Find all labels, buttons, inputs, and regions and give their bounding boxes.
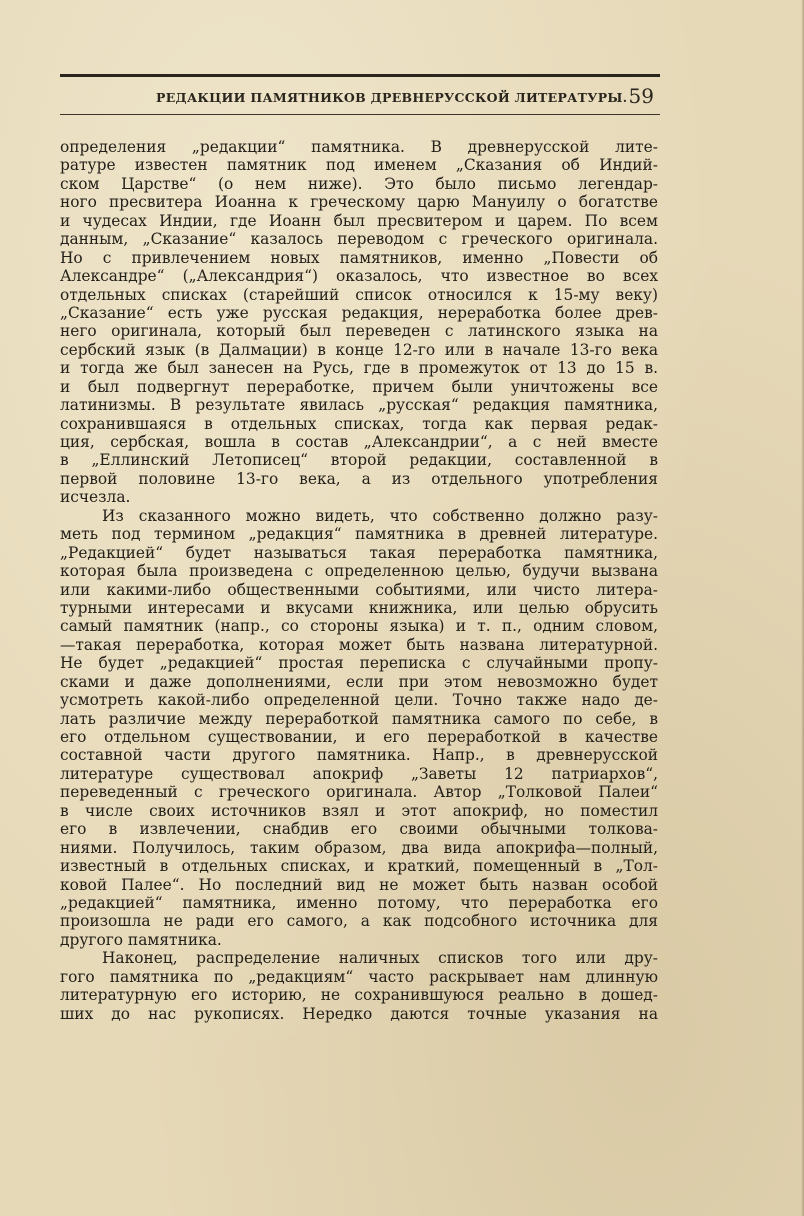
text-line: ного пресвитера Иоанна к греческому царю Мануилу о богатстве <box>60 193 658 212</box>
text-line: его в извлечении, снабдив его своими обычными толкова- <box>60 820 658 839</box>
text-line: сками и даже дополнениями, если при этом невозможно будет <box>60 672 658 691</box>
text-line: Наконец, распределение наличных списков того или дру- <box>102 949 658 968</box>
text-line: „Редакцией“ будет называться такая переработка памятника, <box>60 543 658 562</box>
header-top-rule <box>60 74 660 77</box>
text-line: самый памятник (напр., со стороны языка) и т. п., одним словом, <box>60 617 658 636</box>
page-number: 59 <box>628 84 654 108</box>
text-line: первой половине 13-го века, а из отдельного употребления <box>60 469 658 488</box>
text-line: „редакцией“ памятника, именно потому, что переработка его <box>60 893 658 912</box>
text-line: него оригинала, который был переведен с латинского языка на <box>60 322 658 341</box>
text-line: сербский язык (в Далмации) в конце 12-го или в начале 13-го века <box>60 340 658 359</box>
text-line: или какими-либо общественными событиями, или чисто литера- <box>60 580 658 599</box>
text-line: латинизмы. В результате явилась „русская“ редакция памятника, <box>60 396 658 415</box>
text-line: определения „редакции“ памятника. В древнерусской лите- <box>60 138 658 156</box>
text-line: ниями. Получилось, таким образом, два вида апокрифа—полный, <box>60 838 658 857</box>
text-line: его отдельном существовании, и его переработкой в качестве <box>60 728 658 746</box>
text-line: турными интересами и вкусами книжника, или целью обрусить <box>60 598 658 617</box>
text-line: в числе своих источников взял и этот апокриф, но поместил <box>60 801 658 820</box>
text-line: другого памятника. <box>60 930 222 949</box>
body-text <box>60 138 658 1023</box>
text-line: в „Еллинский Летописец“ второй редакции, составленной в <box>60 451 658 470</box>
text-line: известный в отдельных списках, и краткий, помещенный в „Тол- <box>60 857 658 876</box>
text-line: литературную его историю, не сохранившуюся реально в дошед- <box>60 986 658 1005</box>
text-line: ция, сербская, вошла в состав „Александрии“, а с ней вместе <box>60 433 658 451</box>
text-line: Из сказанного можно видеть, что собственно должно разу- <box>102 506 658 525</box>
text-line: усмотреть какой-либо определенной цели. Точно также надо де- <box>60 691 658 710</box>
text-line: меть под термином „редакция“ памятника в древней литературе. <box>60 525 658 544</box>
text-line: —такая переработка, которая может быть названа литературной. <box>60 635 658 654</box>
text-line: которая была произведена с определенною целью, будучи вызвана <box>60 562 658 581</box>
text-line: сохранившаяся в отдельных списках, тогда как первая редак- <box>60 414 658 433</box>
text-line: данным, „Сказание“ казалось переводом с греческого оригинала. <box>60 230 658 249</box>
text-line: и тогда же был занесен на Русь, где в промежуток от 13 до 15 в. <box>60 359 658 378</box>
text-line: Александре“ („Александрия“) оказалось, что известное во всех <box>60 267 658 286</box>
text-line: и чудесах Индии, где Иоанн был пресвитером и царем. По всем <box>60 211 658 230</box>
text-line: Не будет „редакцией“ простая переписка с случайными пропу- <box>60 654 658 673</box>
text-line: и был подвергнут переработке, причем были уничтожены все <box>60 377 658 396</box>
text-line: лать различие между переработкой памятника самого по себе, в <box>60 709 658 728</box>
text-line: гого памятника по „редакциям“ часто раскрывает нам длинную <box>60 967 658 986</box>
text-line: ском Царстве“ (о нем ниже). Это было письмо легендар- <box>60 174 658 193</box>
text-line: „Сказание“ есть уже русская редакция, нереработка более древ- <box>60 303 658 322</box>
text-line: отдельных списках (старейший список относился к 15-му веку) <box>60 285 658 304</box>
running-title: РЕДАКЦИИ ПАМЯТНИКОВ ДРЕВНЕРУССКОЙ ЛИТЕРАТУРЫ. <box>156 89 628 105</box>
text-line: составной части другого памятника. Напр., в древнерусской <box>60 746 658 765</box>
text-line: переведенный с греческого оригинала. Автор „Толковой Палеи“ <box>60 783 658 802</box>
header-bottom-rule <box>60 114 660 115</box>
text-line: литературе существовал апокриф „Заветы 12 патриархов“, <box>60 764 658 783</box>
text-line: ковой Палее“. Но последний вид не может быть назван особой <box>60 875 658 894</box>
text-line: исчезла. <box>60 488 131 507</box>
text-line: Но с привлечением новых памятников, именно „Повести об <box>60 248 658 267</box>
text-line: произошла не ради его самого, а как подсобного источника для <box>60 912 658 931</box>
text-line: ратуре известен памятник под именем „Сказания об Индий- <box>60 156 658 175</box>
text-line: ших до нас рукописях. Нередко даются точные указания на <box>60 1004 658 1023</box>
running-header <box>60 82 660 112</box>
